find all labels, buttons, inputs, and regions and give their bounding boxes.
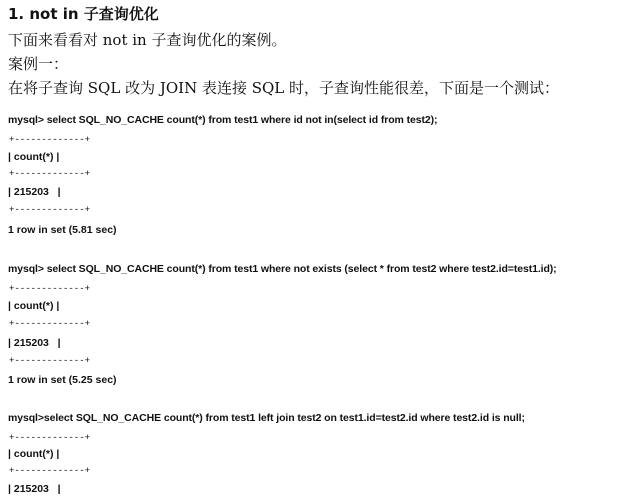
- table-header: | count(*) |: [8, 448, 60, 460]
- table-border: +-------------+: [9, 169, 91, 179]
- row-count-info: 1 row in set (5.25 sec): [8, 374, 117, 386]
- table-value: | 215203 |: [8, 186, 61, 198]
- table-border: +-------------+: [9, 319, 91, 329]
- table-border: +-------------+: [9, 356, 91, 366]
- table-border: +-------------+: [9, 284, 91, 294]
- case-label: 案例一：: [8, 55, 69, 73]
- section-heading: 1. not in 子查询优化: [8, 5, 159, 23]
- row-count-info: 1 row in set (5.81 sec): [8, 224, 117, 236]
- table-border: +-------------+: [9, 466, 91, 476]
- table-header: | count(*) |: [8, 300, 60, 312]
- table-border: +-------------+: [9, 205, 91, 215]
- table-value: | 215203 |: [8, 483, 61, 495]
- table-border: +-------------+: [9, 433, 91, 443]
- sql-query-3: mysql>select SQL_NO_CACHE count(*) from test1 left join test2 on test1.id=test2.id where test2.id is null;: [8, 412, 525, 424]
- sql-query-2: mysql> select SQL_NO_CACHE count(*) from test1 where not exists (select * from test2 where test2.id=test1.id);: [8, 263, 557, 275]
- sql-query-1: mysql> select SQL_NO_CACHE count(*) from test1 where id not in(select id from test2);: [8, 114, 438, 126]
- table-value: | 215203 |: [8, 337, 61, 349]
- intro-text: 下面来看看对 not in 子查询优化的案例。: [8, 31, 287, 49]
- description-text: 在将子查询 SQL 改为 JOIN 表连接 SQL 时，子查询性能很差，下面是一个测试：: [8, 79, 560, 97]
- table-border: +-------------+: [9, 135, 91, 145]
- table-header: | count(*) |: [8, 151, 60, 163]
